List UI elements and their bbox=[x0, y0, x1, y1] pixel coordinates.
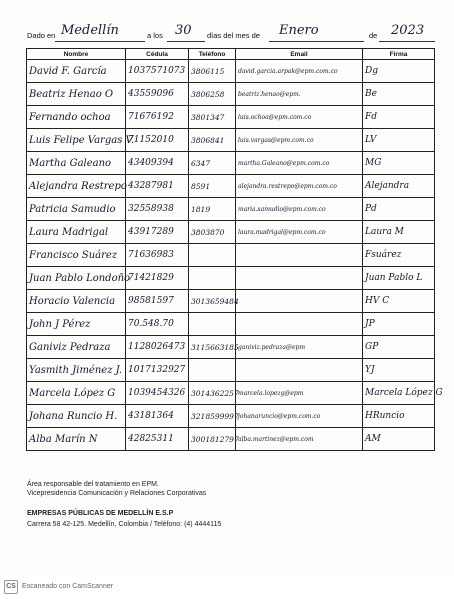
cell-nombre: Marcela López G bbox=[27, 382, 126, 405]
cell-cedula: 32558938 bbox=[126, 198, 189, 221]
table-row bbox=[27, 221, 435, 244]
cell-cedula: 71152010 bbox=[126, 129, 189, 152]
cell-email: maria.samudio@epm.com.co bbox=[236, 198, 363, 221]
col-header-firma: Firma bbox=[363, 49, 435, 60]
a-los-label: a los bbox=[147, 31, 163, 40]
table-row bbox=[27, 60, 435, 83]
cell-email bbox=[236, 313, 363, 336]
table-row bbox=[27, 382, 435, 405]
table-row bbox=[27, 290, 435, 313]
cell-nombre: Beatriz Henao O bbox=[27, 83, 126, 106]
cell-email: luis.ochoa@epm.com.co bbox=[236, 106, 363, 129]
cell-nombre: Yasmith Jiménez J. bbox=[27, 359, 126, 382]
cell-nombre: Johana Runcio H. bbox=[27, 405, 126, 428]
cell-telefono: 3803870 bbox=[189, 221, 236, 244]
footer-vp-line: Vicepresidencia Comunicación y Relaciones Corporativas bbox=[27, 490, 207, 497]
cell-telefono: 3013659484 bbox=[189, 290, 236, 313]
cell-firma: JP bbox=[363, 313, 435, 336]
cell-firma: Pd bbox=[363, 198, 435, 221]
month-value: Enero bbox=[279, 23, 319, 38]
camscanner-text: Escaneado con CamScanner bbox=[22, 583, 114, 590]
cell-firma: Alejandra bbox=[363, 175, 435, 198]
cell-cedula: 71676192 bbox=[126, 106, 189, 129]
table-row bbox=[27, 83, 435, 106]
cell-telefono: 3806258 bbox=[189, 83, 236, 106]
table-row bbox=[27, 244, 435, 267]
cell-cedula: 43917289 bbox=[126, 221, 189, 244]
dias-label: días del mes de bbox=[207, 31, 260, 40]
col-header-telefono: Teléfono bbox=[189, 49, 236, 60]
cell-email bbox=[236, 244, 363, 267]
cell-cedula: 1128026473 bbox=[126, 336, 189, 359]
table-row bbox=[27, 336, 435, 359]
cell-email: johanaruncio@epm.com.co bbox=[236, 405, 363, 428]
table-row bbox=[27, 313, 435, 336]
scanner-watermark bbox=[0, 576, 454, 599]
table-row bbox=[27, 405, 435, 428]
cell-email: marcela.lopezg@epm bbox=[236, 382, 363, 405]
cell-email: alejandra.restrepo@epm.com.co bbox=[236, 175, 363, 198]
cell-firma: YJ bbox=[363, 359, 435, 382]
cell-firma: LV bbox=[363, 129, 435, 152]
cell-cedula: 43559096 bbox=[126, 83, 189, 106]
cell-nombre: Juan Pablo Londoño bbox=[27, 267, 126, 290]
cell-telefono: 3806841 bbox=[189, 129, 236, 152]
attendance-table bbox=[26, 48, 443, 451]
de-label: de bbox=[369, 31, 378, 40]
cell-email bbox=[236, 267, 363, 290]
cell-nombre: Francisco Suárez bbox=[27, 244, 126, 267]
year-value: 2023 bbox=[391, 23, 425, 38]
cell-telefono: 3218599997 bbox=[189, 405, 236, 428]
cell-telefono: 3801347 bbox=[189, 106, 236, 129]
footer-address: Carrera 58 42-125. Medellín, Colombia / Teléfono: (4) 4444115 bbox=[27, 521, 222, 528]
cell-cedula: 43409394 bbox=[126, 152, 189, 175]
cell-firma: HRuncio bbox=[363, 405, 435, 428]
cell-firma: AM bbox=[363, 428, 435, 451]
cell-telefono bbox=[189, 267, 236, 290]
day-value: 30 bbox=[175, 23, 192, 38]
cell-nombre: Luis Felipe Vargas V. bbox=[27, 129, 126, 152]
cell-cedula: 1017132927 bbox=[126, 359, 189, 382]
cell-cedula: 43287981 bbox=[126, 175, 189, 198]
cell-email: luis.vargas@epm.com.co bbox=[236, 129, 363, 152]
cell-firma: Dg bbox=[363, 60, 435, 83]
cell-firma: GP bbox=[363, 336, 435, 359]
table-row bbox=[27, 198, 435, 221]
cell-firma: HV C bbox=[363, 290, 435, 313]
cell-telefono bbox=[189, 313, 236, 336]
cell-firma: Be bbox=[363, 83, 435, 106]
footer-company: EMPRESAS PÚBLICAS DE MEDELLÍN E.S.P bbox=[27, 510, 174, 517]
dado-en-label: Dado en bbox=[27, 31, 56, 40]
cell-telefono: 1819 bbox=[189, 198, 236, 221]
cell-cedula: 70.548.70 bbox=[126, 313, 189, 336]
cell-nombre: Ganiviz Pedraza bbox=[27, 336, 126, 359]
footer-area-line: Área responsable del tratamiento en EPM. bbox=[27, 481, 159, 488]
table-header-row bbox=[27, 49, 435, 60]
cell-firma: Fsuárez bbox=[363, 244, 435, 267]
table-row bbox=[27, 428, 435, 451]
cell-nombre: John J Pérez bbox=[27, 313, 126, 336]
cell-firma: Fd bbox=[363, 106, 435, 129]
cell-nombre: Alejandra Restrepo bbox=[27, 175, 126, 198]
cell-telefono: 8591 bbox=[189, 175, 236, 198]
col-header-nombre: Nombre bbox=[27, 49, 126, 60]
cell-nombre: Horacio Valencia bbox=[27, 290, 126, 313]
cell-cedula: 71421829 bbox=[126, 267, 189, 290]
cell-cedula: 43181364 bbox=[126, 405, 189, 428]
date-header bbox=[27, 25, 437, 45]
cell-email: laura.madrigal@epm.com.co bbox=[236, 221, 363, 244]
table-row bbox=[27, 175, 435, 198]
cell-nombre: Alba Marín N bbox=[27, 428, 126, 451]
col-header-email: Email bbox=[236, 49, 363, 60]
cell-email: martha.Galeano@epm.com.co bbox=[236, 152, 363, 175]
cell-nombre: Fernando ochoa bbox=[27, 106, 126, 129]
table-body bbox=[27, 60, 443, 451]
cell-email: alba.martinez@epm.com bbox=[236, 428, 363, 451]
cell-telefono: 3806115 bbox=[189, 60, 236, 83]
cell-nombre: Patricia Samudio bbox=[27, 198, 126, 221]
cell-nombre: Laura Madrigal bbox=[27, 221, 126, 244]
cell-telefono: 6347 bbox=[189, 152, 236, 175]
table-row bbox=[27, 267, 435, 290]
city-value: Medellín bbox=[61, 23, 119, 38]
cell-telefono bbox=[189, 244, 236, 267]
cell-firma: Juan Pablo L bbox=[363, 267, 435, 290]
cell-cedula: 71636983 bbox=[126, 244, 189, 267]
cell-telefono: 3014362257 bbox=[189, 382, 236, 405]
cell-cedula: 1039454326 bbox=[126, 382, 189, 405]
table-row bbox=[27, 152, 435, 175]
cell-firma: Laura M bbox=[363, 221, 435, 244]
cell-email: ganiviz.pedraza@epm bbox=[236, 336, 363, 359]
cell-nombre: Martha Galeano bbox=[27, 152, 126, 175]
table-row bbox=[27, 359, 435, 382]
cell-telefono: 3115663185 bbox=[189, 336, 236, 359]
cell-firma: Marcela López G bbox=[363, 382, 435, 405]
cell-email bbox=[236, 359, 363, 382]
cell-cedula: 1037571073 bbox=[126, 60, 189, 83]
cell-email: beatriz.henao@epm. bbox=[236, 83, 363, 106]
table-row bbox=[27, 129, 435, 152]
cell-telefono bbox=[189, 359, 236, 382]
cell-email: david.garcia.arpak@epm.com.co bbox=[236, 60, 363, 83]
cell-telefono: 3001812797 bbox=[189, 428, 236, 451]
camscanner-logo-icon: CS bbox=[4, 580, 18, 594]
cell-cedula: 42825311 bbox=[126, 428, 189, 451]
cell-nombre: David F. García bbox=[27, 60, 126, 83]
cell-cedula: 98581597 bbox=[126, 290, 189, 313]
cell-email bbox=[236, 290, 363, 313]
table-row bbox=[27, 106, 435, 129]
col-header-cedula: Cédula bbox=[126, 49, 189, 60]
cell-firma: MG bbox=[363, 152, 435, 175]
